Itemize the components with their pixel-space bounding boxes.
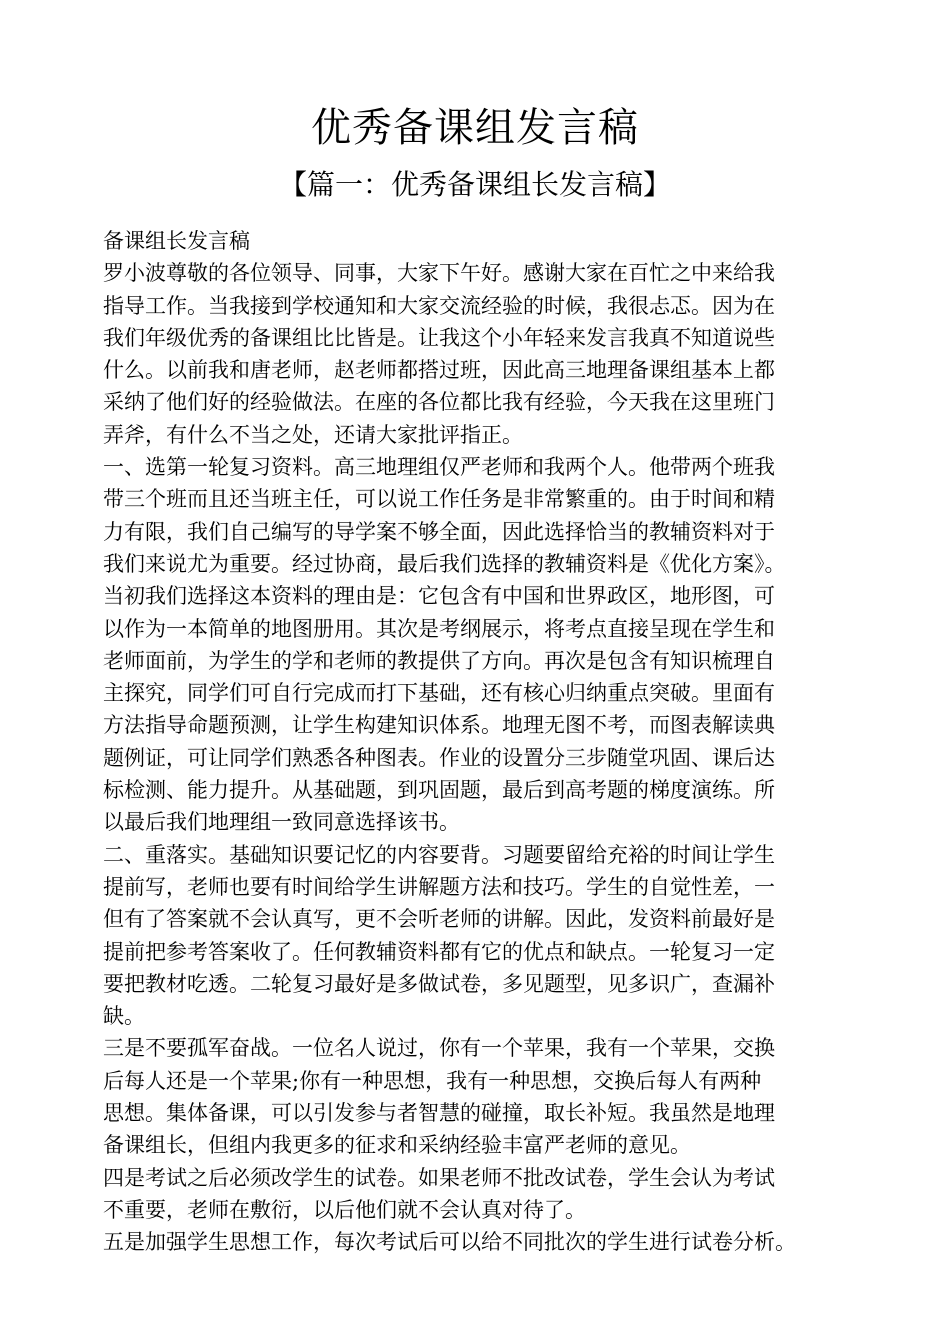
body-line: 提前写，老师也要有时间给学生讲解题方法和技巧。学生的自觉性差，一 — [103, 874, 775, 899]
body-line: 三是不要孤军奋战。一位名人说过，你有一个苹果，我有一个苹果，交换 — [103, 1036, 775, 1061]
body-line: 我们来说尤为重要。经过协商，最后我们选择的教辅资料是《优化方案》。 — [103, 551, 786, 576]
document-title: 优秀备课组发言稿 — [311, 105, 639, 151]
body-line: 指导工作。当我接到学校通知和大家交流经验的时候，我很忐忑。因为在 — [103, 293, 775, 318]
body-line: 我们年级优秀的备课组比比皆是。让我这个小年轻来发言我真不知道说些 — [103, 325, 775, 350]
body-line: 思想。集体备课，可以引发参与者智慧的碰撞，取长补短。我虽然是地理 — [103, 1101, 775, 1126]
body-line: 采纳了他们好的经验做法。在座的各位都比我有经验，今天我在这里班门 — [103, 390, 775, 415]
body-line: 主探究，同学们可自行完成而打下基础，还有核心归纳重点突破。里面有 — [103, 681, 775, 706]
body-line: 老师面前，为学生的学和老师的教提供了方向。再次是包含有知识梳理自 — [103, 648, 775, 673]
body-line: 力有限，我们自己编写的导学案不够全面，因此选择恰当的教辅资料对于 — [103, 519, 775, 544]
body-line: 什么。以前我和唐老师，赵老师都搭过班，因此高三地理备课组基本上都 — [103, 358, 775, 383]
body-line: 四是考试之后必须改学生的试卷。如果老师不批改试卷，学生会认为考试 — [103, 1165, 775, 1190]
body-line: 以作为一本简单的地图册用。其次是考纲展示，将考点直接呈现在学生和 — [103, 616, 775, 641]
body-line: 当初我们选择这本资料的理由是：它包含有中国和世界政区，地形图，可 — [103, 584, 775, 609]
body-line: 备课组长发言稿 — [103, 229, 250, 253]
body-line: 不重要，老师在敷衍，以后他们就不会认真对待了。 — [103, 1197, 586, 1222]
document-subtitle: 【篇一：优秀备课组长发言稿】 — [278, 168, 671, 201]
body-line: 带三个班而且还当班主任，可以说工作任务是非常繁重的。由于时间和精 — [103, 487, 775, 512]
body-line: 二、重落实。基础知识要记忆的内容要背。习题要留给充裕的时间让学生 — [103, 842, 775, 867]
body-line: 但有了答案就不会认真写，更不会听老师的讲解。因此，发资料前最好是 — [103, 907, 775, 932]
document-body — [103, 225, 863, 1259]
body-line: 以最后我们地理组一致同意选择该书。 — [103, 810, 460, 835]
body-line: 标检测、能力提升。从基础题，到巩固题，最后到高考题的梯度演练。所 — [103, 778, 775, 803]
body-line: 五是加强学生思想工作，每次考试后可以给不同批次的学生进行试卷分析。 — [103, 1230, 796, 1255]
body-line: 罗小波尊敬的各位领导、同事，大家下午好。感谢大家在百忙之中来给我 — [103, 261, 775, 286]
body-line: 方法指导命题预测，让学生构建知识体系。地理无图不考，而图表解读典 — [103, 713, 775, 738]
body-line: 题例证，可让同学们熟悉各种图表。作业的设置分三步随堂巩固、课后达 — [103, 745, 775, 770]
body-line: 后每人还是一个苹果;你有一种思想，我有一种思想，交换后每人有两种 — [103, 1068, 762, 1093]
body-line: 要把教材吃透。二轮复习最好是多做试卷，多见题型，见多识广，查漏补 — [103, 971, 775, 996]
body-line: 备课组长，但组内我更多的征求和采纳经验丰富严老师的意见。 — [103, 1133, 691, 1158]
body-line: 缺。 — [103, 1004, 145, 1029]
body-line: 弄斧，有什么不当之处，还请大家批评指正。 — [103, 422, 523, 447]
body-line: 提前把参考答案收了。任何教辅资料都有它的优点和缺点。一轮复习一定 — [103, 939, 775, 964]
body-line: 一、选第一轮复习资料。高三地理组仅严老师和我两个人。他带两个班我 — [103, 455, 775, 480]
